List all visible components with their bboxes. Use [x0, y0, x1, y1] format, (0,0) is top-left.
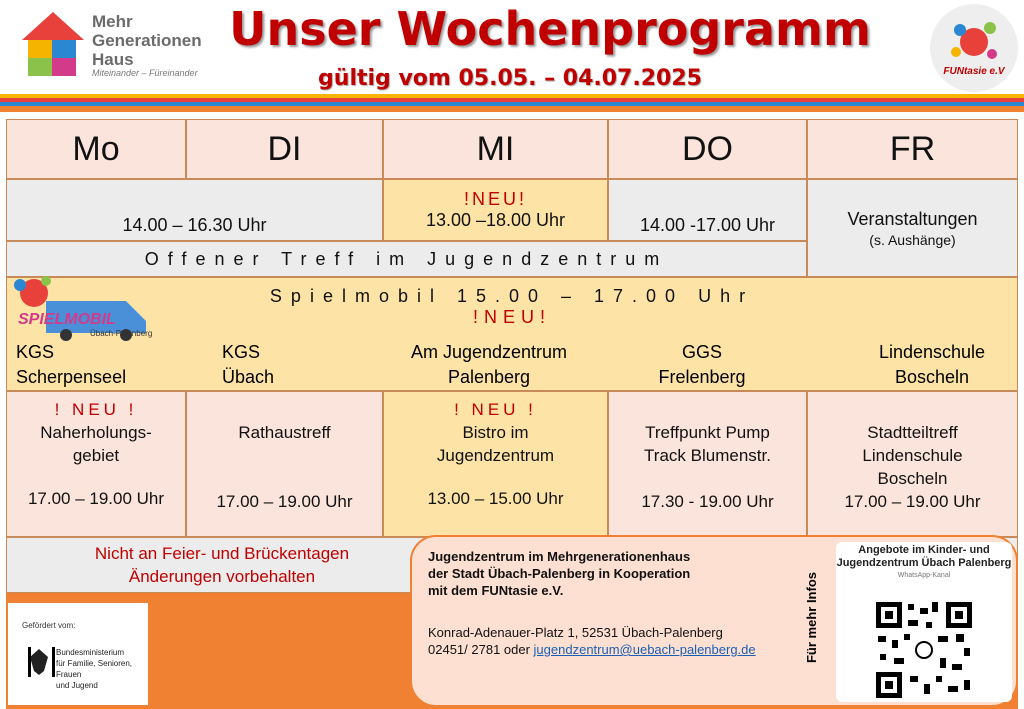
funtasie-logo	[930, 4, 1018, 92]
spielmobil-logo-text: SPIELMOBIL	[18, 311, 116, 328]
note-holidays: Nicht an Feier- und Brückentagen	[94, 544, 350, 563]
location-5	[852, 340, 1012, 390]
day-header-di: DI	[186, 119, 383, 179]
location-line: KGS	[16, 342, 55, 362]
qr-title-line: Jugendzentrum Übach Palenberg	[836, 557, 1012, 569]
logo-subtitle: Miteinander – Füreinander	[92, 68, 198, 78]
evening-di	[186, 391, 383, 537]
spielmobil-logo-sub: Übach-Palenberg	[90, 329, 153, 338]
location-line: Palenberg	[447, 367, 531, 387]
day-header-mo: Mo	[6, 119, 186, 179]
day-header-do: DO	[608, 119, 807, 179]
funtasie-label: FUNtasie e.V	[943, 66, 1005, 77]
fr-events-label: Veranstaltungen	[847, 208, 978, 229]
location-line: Am Jugendzentrum	[410, 342, 568, 362]
location-1	[16, 340, 126, 390]
location-line: KGS	[222, 342, 261, 362]
logo-line: Haus	[92, 50, 134, 69]
venue-time: 17.00 – 19.00 Uhr	[216, 492, 353, 511]
location-line: Lindenschule	[878, 342, 986, 362]
info-contact	[428, 624, 756, 658]
funder-name-line: für Familie, Senioren, Frauen	[56, 659, 133, 679]
venue-line: Bistro im	[462, 423, 529, 442]
location-line: Übach	[222, 367, 275, 387]
spielmobil-new: !NEU!	[472, 307, 551, 327]
paint-splash-icon	[930, 4, 1018, 92]
venue-line: Lindenschule	[862, 446, 963, 465]
venue-line: Naherholungs-	[40, 423, 152, 442]
validity-subtitle: gültig vom 05.05. – 04.07.2025	[318, 66, 702, 91]
qr-title	[836, 544, 1012, 570]
funder-name	[56, 647, 148, 691]
venue-line: Stadtteiltreff	[867, 423, 958, 442]
time-mi	[383, 179, 608, 241]
qr-title-line: Angebote im Kinder- und	[858, 544, 990, 556]
fr-events	[807, 179, 1018, 277]
location-4	[608, 340, 796, 390]
venue-time: 17.30 - 19.00 Uhr	[641, 492, 774, 511]
open-treff-label: Offener Treff im Jugendzentrum	[6, 241, 807, 277]
location-line: Boscheln	[894, 367, 970, 387]
time-do: 14.00 -17.00 Uhr	[608, 179, 807, 241]
new-badge: !NEU!	[463, 189, 527, 209]
info-phone: 02451/ 2781 oder	[428, 642, 534, 657]
mgh-logo-text	[92, 12, 202, 69]
time-mo-di: 14.00 – 16.30 Uhr	[6, 179, 383, 241]
page-title: Unser Wochenprogramm	[229, 2, 871, 56]
spielmobil-title: Spielmobil 15.00 – 17.00 Uhr	[269, 286, 755, 306]
venue-line: Track Blumenstr.	[644, 446, 771, 465]
venue-time: 17.00 – 19.00 Uhr	[844, 492, 981, 511]
evening-fr	[807, 391, 1018, 537]
location-2	[222, 340, 274, 390]
eagle-icon	[28, 647, 50, 677]
day-header-mi: MI	[383, 119, 608, 179]
new-badge: ! NEU !	[454, 400, 537, 419]
schedule-table	[6, 119, 1018, 593]
logo-line: Mehr	[92, 12, 133, 31]
whatsapp-qr-card[interactable]	[836, 542, 1012, 702]
qr-subtitle: WhatsApp-Kanal	[897, 572, 951, 579]
info-org	[428, 548, 690, 599]
venue-time: 13.00 – 15.00 Uhr	[427, 489, 564, 508]
funder-name-line: Bundesministerium	[56, 648, 125, 657]
info-line: Jugendzentrum im Mehrgenerationenhaus	[428, 549, 691, 564]
venue-line: Boscheln	[877, 469, 948, 488]
stripe-orange	[0, 106, 1024, 112]
location-3	[383, 340, 595, 390]
more-info-label: Für mehr Infos	[804, 571, 820, 664]
venue-time: 17.00 – 19.00 Uhr	[27, 489, 165, 508]
evening-mo	[6, 391, 186, 537]
evening-mi	[383, 391, 608, 537]
funder-logo	[8, 603, 148, 705]
funder-name-line: und Jugend	[56, 681, 98, 690]
location-line: Frelenberg	[658, 367, 746, 387]
new-badge: ! NEU !	[54, 400, 138, 419]
flag-bar	[52, 647, 55, 677]
location-line: Scherpenseel	[16, 367, 127, 387]
mgh-logo-icon	[20, 10, 86, 80]
venue-line: gebiet	[72, 446, 120, 465]
evening-do	[608, 391, 807, 537]
info-address: Konrad-Adenauer-Platz 1, 52531 Übach-Palenberg	[428, 625, 723, 640]
venue-line: Treffpunkt Pump	[645, 423, 770, 442]
logo-line: Generationen	[92, 31, 202, 50]
info-line: der Stadt Übach-Palenberg in Kooperation	[428, 566, 691, 581]
note-changes: Änderungen vorbehalten	[128, 567, 316, 586]
funder-label: Gefördert vom:	[22, 621, 76, 630]
spielmobil-logo	[6, 271, 156, 343]
email-link[interactable]: jugendzentrum@uebach-palenberg.de	[533, 642, 756, 657]
qr-code-icon[interactable]	[874, 600, 974, 700]
time-mi-text: 13.00 –18.00 Uhr	[425, 210, 566, 230]
info-line: mit dem FUNtasie e.V.	[428, 583, 564, 598]
day-header-fr: FR	[807, 119, 1018, 179]
venue-line: Rathaustreff	[238, 423, 331, 442]
location-line: GGS	[681, 342, 722, 362]
fr-events-note: (s. Aushänge)	[869, 231, 956, 248]
venue-line: Jugendzentrum	[436, 446, 555, 465]
